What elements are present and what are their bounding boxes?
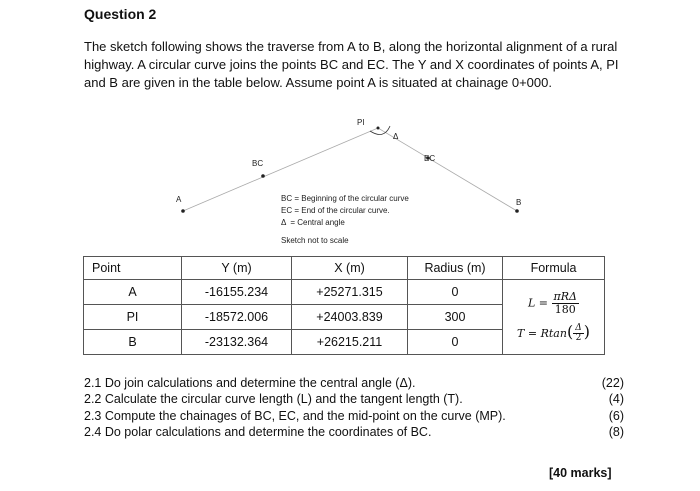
formula-l-lhs: L =: [528, 296, 549, 310]
formula-l: [503, 291, 604, 316]
point-pi-marker: [377, 127, 380, 130]
label-b: B: [516, 198, 522, 207]
question-marks: (6): [608, 408, 624, 423]
header-y: Y (m): [182, 257, 292, 280]
question-marks: (8): [608, 425, 624, 440]
table-header-row: [84, 257, 605, 280]
question-item: [84, 408, 624, 424]
header-radius: Radius (m): [408, 257, 503, 280]
question-text: 2.3 Compute the chainages of BC, EC, and the mid-point on the curve (MP).: [84, 408, 506, 423]
cell-point: PI: [84, 305, 182, 330]
formula-l-denominator: 180: [554, 302, 576, 316]
sketch-note: Sketch not to scale: [281, 236, 349, 245]
cell-y: -16155.234: [182, 280, 292, 305]
formula-t: T = Rtan( $\frac{\Delta}{2}$ ): [517, 321, 590, 344]
formula-t-numerator: Δ: [575, 323, 582, 334]
question-item: [84, 424, 624, 440]
cell-x: +25271.315: [292, 280, 408, 305]
label-pi: PI: [357, 118, 365, 127]
table-row: [84, 280, 605, 305]
question-list: [84, 375, 624, 441]
cell-x: +26215.211: [292, 330, 408, 355]
formula-l-fraction: [552, 291, 579, 316]
label-a: A: [176, 195, 182, 204]
cell-point: B: [84, 330, 182, 355]
label-ec: EC: [424, 154, 436, 163]
total-marks: [40 marks]: [549, 466, 612, 480]
question-text: 2.1 Do join calculations and determine the central angle (Δ).: [84, 376, 416, 390]
legend-line-ec: EC = End of the circular curve.: [281, 206, 390, 215]
question-marks: (22): [601, 376, 624, 390]
cell-y: -18572.006: [182, 305, 292, 330]
point-a-marker: [181, 209, 185, 213]
coordinates-table: [83, 256, 605, 355]
header-formula: Formula: [503, 257, 605, 280]
label-delta: Δ: [393, 132, 399, 141]
question-text: 2.4 Do polar calculations and determine the coordinates of BC.: [84, 425, 432, 440]
point-bc-marker: [261, 174, 265, 178]
header-point: Point: [84, 257, 182, 280]
question-text: 2.2 Calculate the circular curve length (L) and the tangent length (T).: [84, 392, 463, 407]
cell-y: -23132.364: [182, 330, 292, 355]
cell-x: +24003.839: [292, 305, 408, 330]
formula-t-lhs: T = Rtan: [517, 326, 567, 340]
question-item: [84, 391, 624, 407]
header-x: X (m): [292, 257, 408, 280]
formula-t-fraction: [573, 324, 584, 343]
formula-t-denominator: 2: [575, 333, 582, 344]
formula-l-numerator: πRΔ: [553, 289, 577, 303]
question-marks: (4): [608, 392, 624, 407]
question-intro: The sketch following shows the traverse from A to B, along the horizontal alignment of a rural highway. A circular curve joins the points BC and EC. The Y and X coordinates of points A, PI and B are given in the table below. Assume point A is situated at chainage 0+000.: [84, 39, 619, 90]
point-b-marker: [515, 209, 519, 213]
label-bc: BC: [252, 159, 264, 168]
legend-line-delta: Δ = Central angle: [281, 218, 345, 227]
cell-radius: 300: [408, 305, 503, 330]
question-item: [84, 375, 624, 391]
formula-cell: [503, 280, 605, 355]
legend-line-bc: BC = Beginning of the circular curve: [281, 194, 409, 203]
cell-point: A: [84, 280, 182, 305]
cell-radius: 0: [408, 330, 503, 355]
cell-radius: 0: [408, 280, 503, 305]
question-title: Question 2: [84, 6, 157, 22]
